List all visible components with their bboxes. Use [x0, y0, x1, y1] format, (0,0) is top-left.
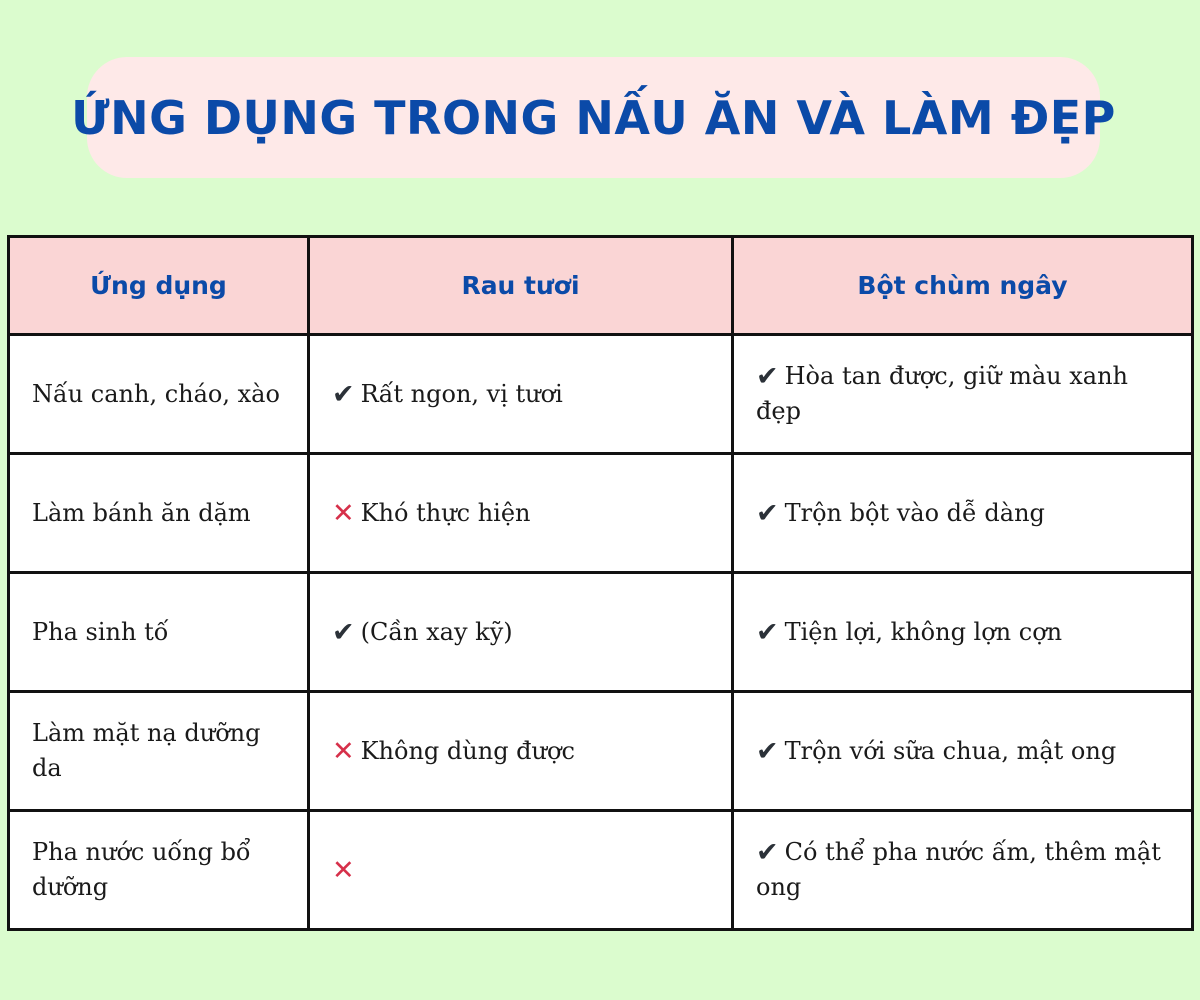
moringa-powder-cell — [733, 454, 1193, 573]
check-icon: ✔ — [756, 735, 779, 767]
check-icon: ✔ — [756, 837, 779, 868]
title-banner — [71, 57, 1116, 178]
cell-text: Rất ngon, vị tươi — [360, 379, 563, 408]
use-cell: Làm mặt nạ dưỡng da — [9, 692, 309, 811]
cell-text: (Cần xay kỹ) — [360, 617, 513, 646]
moringa-powder-cell — [733, 692, 1193, 811]
table-row — [9, 811, 1193, 930]
use-cell: Pha nước uống bổ dưỡng — [9, 811, 309, 930]
table-row — [9, 692, 1193, 811]
fresh-leaves-cell — [309, 692, 733, 811]
moringa-powder-cell — [733, 811, 1193, 930]
moringa-powder-cell — [733, 335, 1193, 454]
check-icon: ✔ — [332, 616, 355, 648]
cell-text: Tiện lợi, không lợn cợn — [784, 617, 1063, 646]
page-title: ỨNG DỤNG TRONG NẤU ĂN VÀ LÀM ĐẸP — [71, 90, 1116, 145]
cross-icon: ✕ — [332, 854, 355, 886]
check-icon: ✔ — [756, 616, 779, 648]
cell-text: Hòa tan được, giữ màu xanh đẹp — [756, 362, 1128, 425]
use-cell: Nấu canh, cháo, xào — [9, 335, 309, 454]
cell-text: Có thể pha nước ấm, thêm mật ong — [756, 838, 1161, 901]
header-fresh-leaves: Rau tươi — [309, 237, 733, 335]
cell-text: Không dùng được — [360, 736, 575, 765]
use-cell: Pha sinh tố — [9, 573, 309, 692]
use-cell: Làm bánh ăn dặm — [9, 454, 309, 573]
check-icon: ✔ — [756, 497, 779, 529]
cross-icon: ✕ — [332, 735, 355, 767]
table-row — [9, 335, 1193, 454]
fresh-leaves-cell — [309, 454, 733, 573]
check-icon: ✔ — [332, 378, 355, 410]
cross-icon: ✕ — [332, 497, 355, 529]
table-row — [9, 454, 1193, 573]
cell-text: Khó thực hiện — [360, 498, 531, 527]
check-icon: ✔ — [756, 361, 779, 392]
cell-text: Trộn bột vào dễ dàng — [784, 498, 1045, 527]
fresh-leaves-cell — [309, 573, 733, 692]
comparison-table — [7, 235, 1194, 931]
header-moringa-powder: Bột chùm ngây — [733, 237, 1193, 335]
cell-text: Trộn với sữa chua, mật ong — [784, 736, 1117, 765]
moringa-powder-cell — [733, 573, 1193, 692]
table-header-row — [9, 237, 1193, 335]
table-row — [9, 573, 1193, 692]
fresh-leaves-cell — [309, 335, 733, 454]
fresh-leaves-cell — [309, 811, 733, 930]
header-use: Ứng dụng — [9, 237, 309, 335]
